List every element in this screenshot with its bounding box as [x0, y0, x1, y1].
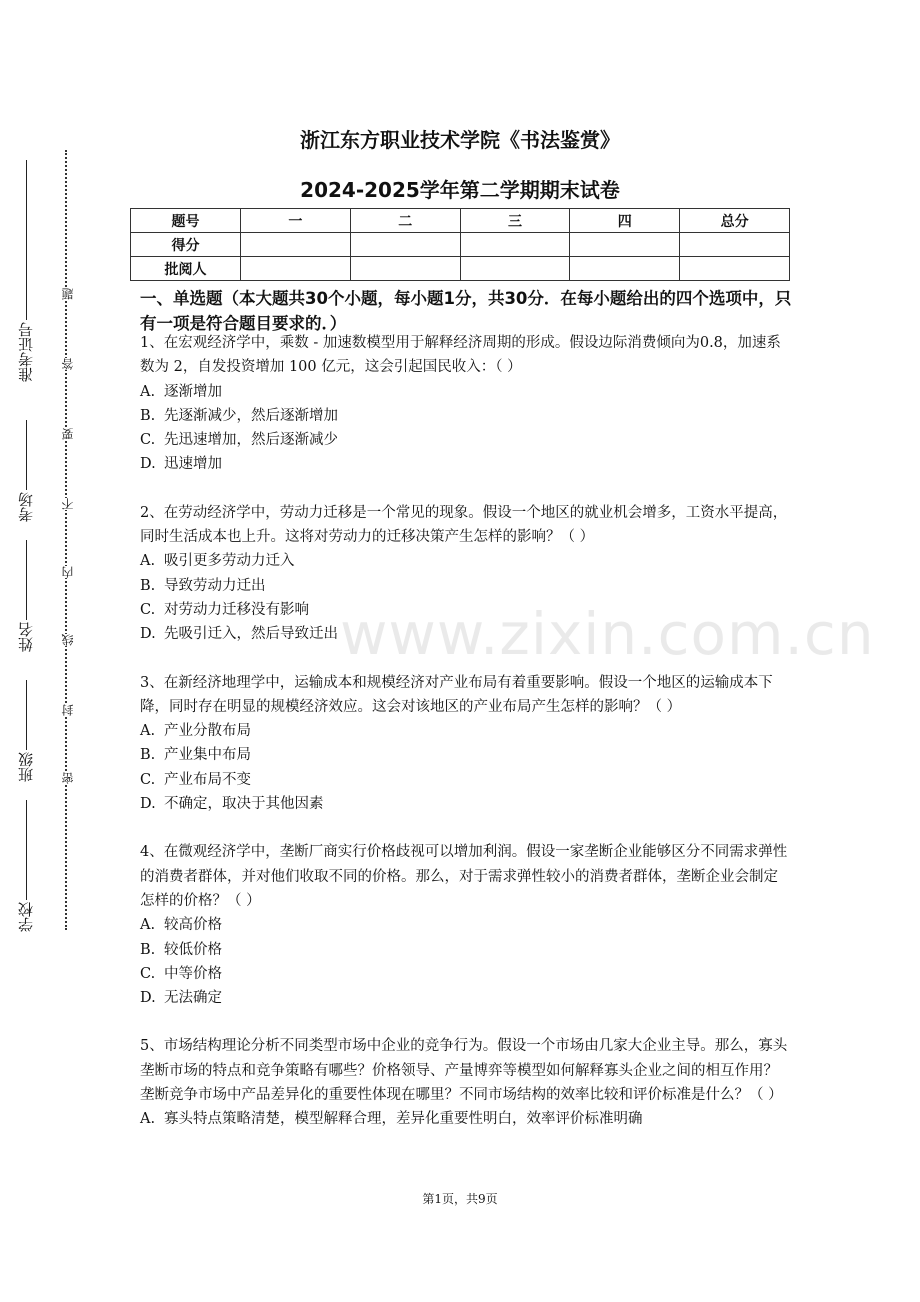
score-cell[interactable] — [350, 233, 460, 257]
side-label-name: 姓名 — [17, 622, 35, 652]
table-header-row — [131, 209, 790, 233]
question-stem: 2、在劳动经济学中，劳动力迁移是一个常见的现象。假设一个地区的就业机会增多，工资水平提高，同时生活成本也上升。这将对劳动力的迁移决策产生怎样的影响？（ ） — [140, 504, 788, 546]
table-header-cell: 总分 — [680, 209, 790, 233]
page-title: 浙江东方职业技术学院《书法鉴赏》 — [300, 128, 620, 152]
option-a[interactable]: A. 较高价格 — [140, 917, 222, 934]
side-label-school: 学校 — [17, 902, 35, 932]
option-b[interactable]: B. 产业集中布局 — [140, 747, 251, 764]
option-a[interactable]: A. 吸引更多劳动力迁入 — [140, 553, 295, 570]
fold-char: 内 — [61, 566, 75, 578]
fold-dotted-line — [65, 150, 67, 930]
grader-cell[interactable] — [241, 257, 351, 281]
school-field[interactable] — [14, 800, 38, 932]
fold-char: 线 — [61, 634, 75, 646]
question-stem: 3、在新经济地理学中，运输成本和规模经济对产业布局有着重要影响。假设一个地区的运输成本下降，同时存在明显的规模经济效应。这会对该地区的产业布局产生怎样的影响？（ ） — [140, 674, 773, 715]
option-b[interactable]: B. 先逐渐减少，然后逐渐增加 — [140, 407, 338, 424]
option-b[interactable]: B. 较低价格 — [140, 941, 222, 958]
option-a[interactable]: A. 产业分散布局 — [140, 723, 251, 740]
table-row — [131, 257, 790, 281]
school-line — [26, 800, 27, 900]
question-stem: 1、在宏观经济学中，乘数 - 加速数模型用于解释经济周期的形成。假设边际消费倾向为0.8，加速系数为 2，自发投资增加 100 亿元，这会引起国民收入：（ ） — [140, 335, 781, 376]
table-header-cell: 三 — [460, 209, 570, 233]
grader-cell[interactable] — [350, 257, 460, 281]
section-heading: 一、单选题（本大题共30个小题，每小题1分，共30分．在每小题给出的四个选项中，只有一项是符合题目要求的．） — [140, 289, 792, 333]
class-line — [26, 680, 27, 750]
page-subtitle: 2024-2025学年第二学期期末试卷 — [300, 178, 620, 202]
score-cell[interactable] — [241, 233, 351, 257]
option-d[interactable]: D. 迅速增加 — [140, 456, 222, 473]
score-table — [130, 208, 790, 281]
question-list — [140, 331, 790, 1156]
page-number: 第1页，共9页 — [422, 1192, 498, 1206]
question-stem: 4、在微观经济学中，垄断厂商实行价格歧视可以增加利润。假设一家垄断企业能够区分不同需求弹性的消费者群体，并对他们收取不同的价格。那么，对于需求弹性较小的消费者群体，垄断企业会制定怎样的价格？（ ） — [140, 844, 788, 909]
exam-number-field[interactable] — [14, 160, 38, 382]
name-line — [26, 540, 27, 620]
option-c[interactable]: C. 对劳动力迁移没有影响 — [140, 601, 309, 618]
class-field[interactable] — [14, 680, 38, 782]
option-d[interactable]: D. 无法确定 — [140, 990, 222, 1007]
name-field[interactable] — [14, 540, 38, 652]
fold-char: 题 — [61, 288, 75, 300]
table-header-cell: 四 — [570, 209, 680, 233]
watermark: www.zixin.com.cn — [340, 600, 875, 668]
option-a[interactable]: A. 寡头特点策略清楚，模型解释合理，差异化重要性明白，效率评价标准明确 — [140, 1111, 643, 1128]
exam-number-line — [26, 160, 27, 320]
question-stem: 5、市场结构理论分析不同类型市场中企业的竞争行为。假设一个市场由几家大企业主导。那么，寡头垄断市场的特点和竞争策略有哪些？价格领导、产量博弈等模型如何解释寡头企业之间的相互作用？垄断竞争市场中产品差异化的重要性体现在哪里？不同市场结构的效率比较和评价标准是什么？（ ） — [140, 1038, 788, 1104]
fold-char: 封 — [61, 704, 75, 716]
fold-char: 密 — [61, 772, 75, 784]
score-cell[interactable] — [680, 233, 790, 257]
question-2 — [140, 501, 790, 647]
fold-char: 不 — [61, 498, 75, 510]
grader-cell[interactable] — [460, 257, 570, 281]
score-cell[interactable] — [460, 233, 570, 257]
option-a[interactable]: A. 逐渐增加 — [140, 383, 222, 400]
option-c[interactable]: C. 产业布局不变 — [140, 771, 251, 788]
side-label-class: 班级 — [17, 752, 35, 782]
fold-char: 答 — [61, 358, 75, 370]
side-label-exam-number: 准考证号 — [17, 322, 35, 382]
grader-cell[interactable] — [570, 257, 680, 281]
option-d[interactable]: D. 先吸引迁入，然后导致迁出 — [140, 626, 338, 643]
row-label-grader: 批阅人 — [131, 257, 241, 281]
grader-cell[interactable] — [680, 257, 790, 281]
table-row — [131, 233, 790, 257]
binding-strip — [0, 0, 80, 1302]
exam-room-line — [26, 420, 27, 490]
row-label-score: 得分 — [131, 233, 241, 257]
question-3 — [140, 671, 790, 817]
fold-char: 要 — [61, 428, 75, 440]
score-cell[interactable] — [570, 233, 680, 257]
option-b[interactable]: B. 导致劳动力迁出 — [140, 577, 266, 594]
table-header-cell: 题号 — [131, 209, 241, 233]
option-c[interactable]: C. 中等价格 — [140, 965, 222, 982]
question-5 — [140, 1034, 790, 1131]
question-1 — [140, 331, 790, 477]
option-d[interactable]: D. 不确定，取决于其他因素 — [140, 796, 324, 813]
exam-room-field[interactable] — [14, 420, 38, 522]
question-4 — [140, 840, 790, 1010]
table-header-cell: 一 — [241, 209, 351, 233]
option-c[interactable]: C. 先迅速增加，然后逐渐减少 — [140, 432, 338, 449]
table-header-cell: 二 — [350, 209, 460, 233]
side-label-exam-room: 考场 — [17, 492, 35, 522]
